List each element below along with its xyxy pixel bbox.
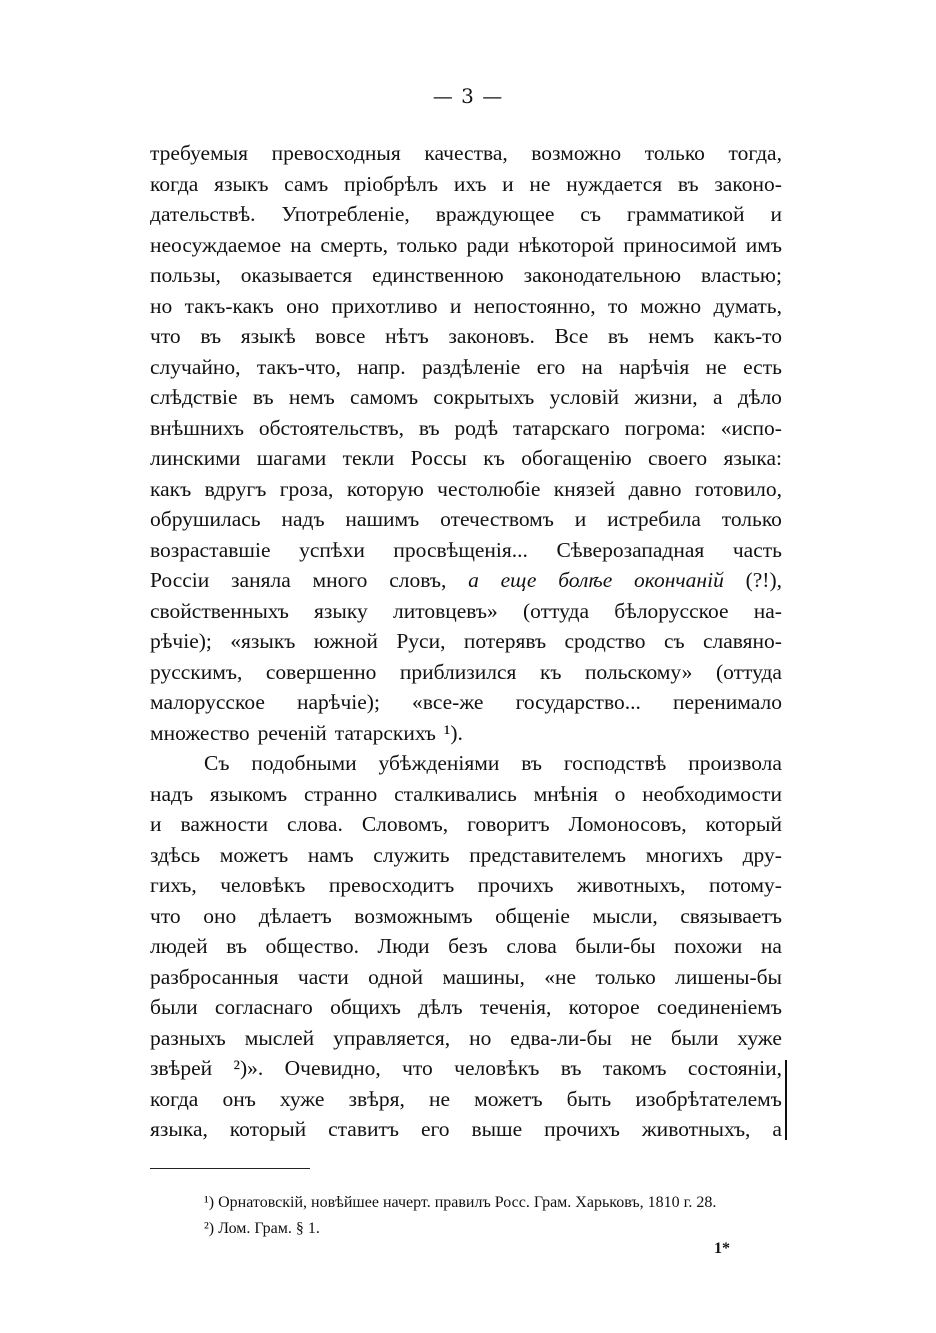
word: который xyxy=(705,812,782,836)
word: честолюбіе xyxy=(437,476,541,501)
word: истребила xyxy=(607,507,701,531)
word: надъ xyxy=(150,781,194,806)
word: странно xyxy=(303,781,378,806)
word: на xyxy=(760,934,782,958)
word: какъ xyxy=(150,476,192,501)
word: ²)». xyxy=(233,1056,264,1080)
footnote-rule xyxy=(150,1168,310,1169)
word: давно xyxy=(628,476,682,501)
word: «все-же xyxy=(412,690,484,714)
word: что xyxy=(402,1056,433,1080)
word: слова xyxy=(506,934,557,958)
word: лишены-бы xyxy=(675,964,782,989)
word: южной xyxy=(313,629,378,653)
word: на xyxy=(581,354,603,379)
word: русскимъ, xyxy=(150,659,243,684)
text-line xyxy=(150,779,782,810)
word: обогащенію xyxy=(521,446,632,470)
word: властью; xyxy=(701,263,782,287)
word: надъ xyxy=(281,507,325,531)
word: хуже xyxy=(279,1086,325,1111)
word: къ xyxy=(483,446,505,470)
text-line xyxy=(150,718,782,749)
word: возможно xyxy=(531,141,622,165)
word: непостоянно, xyxy=(473,293,596,318)
word: въ xyxy=(226,934,247,958)
word: татарскаго xyxy=(512,415,610,440)
word: только xyxy=(721,507,782,531)
word: нѣтъ xyxy=(385,324,429,348)
footnote-1: ¹) Орнатовскій, новѣйшее начерт. правилъ Росс. Грам. Харьковъ, 1810 г. 28. xyxy=(204,1194,717,1211)
word: сталкивались xyxy=(394,781,517,806)
word: языкомъ xyxy=(209,781,288,806)
text-line xyxy=(150,138,782,169)
text-line xyxy=(150,840,782,871)
text-line xyxy=(150,199,782,230)
italic-word: болѣе xyxy=(558,568,613,592)
word: мысли, xyxy=(592,903,658,928)
word: когда xyxy=(150,1086,199,1111)
footnotes xyxy=(204,1190,804,1242)
word: слова. xyxy=(287,812,343,836)
page-number: — 3 — xyxy=(432,84,504,108)
text-line xyxy=(150,626,782,657)
word: множество xyxy=(150,720,250,745)
word: прихотливо xyxy=(331,293,438,318)
word: многихъ xyxy=(645,842,723,867)
word: Очевидно, xyxy=(284,1056,381,1080)
word: Сѣверозападная xyxy=(556,537,705,562)
word: не xyxy=(428,1086,451,1111)
word: господствѣ xyxy=(563,751,667,775)
word: возраставшіе xyxy=(150,537,271,562)
word: необходимости xyxy=(642,781,782,806)
word: сродство xyxy=(564,629,646,653)
word: и xyxy=(770,202,782,226)
text-line xyxy=(150,962,782,993)
italic-word: а xyxy=(468,568,479,592)
word: не xyxy=(705,354,727,379)
word: здѣсь xyxy=(150,842,201,867)
word: государство... xyxy=(515,690,641,714)
word: нарѣчія xyxy=(619,354,690,379)
word: которую xyxy=(346,476,424,501)
word: напр. xyxy=(357,354,406,379)
word: который xyxy=(229,1117,307,1141)
word: въ xyxy=(560,1056,582,1080)
word: словъ, xyxy=(389,568,447,592)
word: къ xyxy=(539,659,562,684)
word: соединеніемъ xyxy=(656,995,782,1019)
word: польскому» xyxy=(585,659,693,684)
word: были xyxy=(670,1025,719,1050)
text-line xyxy=(150,809,782,840)
word: и xyxy=(449,293,462,318)
word: можетъ xyxy=(474,1086,543,1111)
text-line xyxy=(150,657,782,688)
word: когда xyxy=(150,171,199,196)
word: думать, xyxy=(713,293,782,318)
word: хуже xyxy=(737,1025,782,1050)
word: и xyxy=(150,812,162,836)
text-line xyxy=(150,443,782,474)
word: ¹). xyxy=(443,720,463,745)
word: ихъ xyxy=(453,171,487,196)
word: много xyxy=(312,568,368,592)
word: «испо- xyxy=(720,415,782,440)
word: только xyxy=(595,964,656,989)
text-line xyxy=(150,870,782,901)
word: звѣря, xyxy=(348,1086,405,1111)
word: законо- xyxy=(714,171,782,196)
word: приблизился xyxy=(399,659,517,684)
word: ради xyxy=(466,232,510,257)
word: что xyxy=(150,903,181,928)
word: (оттуда xyxy=(522,598,589,623)
word: въ xyxy=(418,415,440,440)
word: животныхъ, xyxy=(641,1117,751,1141)
word: самъ xyxy=(284,171,329,196)
word: сокрытыхъ xyxy=(433,385,535,409)
word: законодательною xyxy=(523,263,682,287)
word: состояніи, xyxy=(687,1056,782,1080)
word: превосходныя xyxy=(271,141,401,165)
word: раздѣленіе xyxy=(422,354,521,379)
word: случайно, xyxy=(150,354,241,379)
word: разныхъ xyxy=(150,1025,226,1050)
word: Все xyxy=(554,324,589,348)
word: съ xyxy=(663,629,685,653)
word: (?!), xyxy=(745,568,782,592)
text-line xyxy=(150,230,782,261)
word: не xyxy=(529,171,551,196)
word: только xyxy=(644,141,705,165)
word: были xyxy=(150,995,198,1019)
word: гроза, xyxy=(279,476,334,501)
word: не xyxy=(630,1025,652,1050)
word: человѣкъ xyxy=(454,1056,540,1080)
word: говоритъ xyxy=(467,812,550,836)
margin-mark xyxy=(785,1060,787,1140)
word: мнѣнія xyxy=(533,781,598,806)
word: какъ-то xyxy=(713,324,782,348)
word: а xyxy=(712,385,723,409)
word: убѣжденіями xyxy=(378,751,500,775)
word: враждующее xyxy=(435,202,555,226)
word: представителемъ xyxy=(469,842,627,867)
word: родѣ xyxy=(454,415,498,440)
text-line xyxy=(150,687,782,718)
word: безъ xyxy=(448,934,488,958)
word: части xyxy=(297,964,349,989)
word: нѣкоторой xyxy=(518,232,615,257)
word: рѣчіе); xyxy=(150,629,212,653)
word: выше xyxy=(471,1117,523,1141)
word: въ xyxy=(607,324,629,348)
word: согласнаго xyxy=(214,995,313,1019)
word: изобрѣтателемъ xyxy=(635,1086,782,1111)
word: требуемыя xyxy=(150,141,249,165)
word: Руси, xyxy=(396,629,446,653)
text-line xyxy=(150,1023,782,1054)
word: дѣлаетъ xyxy=(258,903,332,928)
word: жизни, xyxy=(634,385,698,409)
footnote-2: ²) Лом. Грам. § 1. xyxy=(204,1220,320,1237)
word: бѣлорусское xyxy=(614,598,729,623)
text-line xyxy=(150,748,782,779)
text-line xyxy=(150,169,782,200)
word: подобными xyxy=(251,751,357,775)
word: въ xyxy=(521,751,543,775)
word: нуждается xyxy=(566,171,663,196)
word: машины, xyxy=(442,964,525,989)
word: линскими xyxy=(150,446,241,470)
word: языку xyxy=(314,598,368,623)
word: онъ xyxy=(222,1086,256,1111)
word: людей xyxy=(150,934,208,958)
word: такомъ xyxy=(602,1056,667,1080)
text-line xyxy=(150,291,782,322)
word: качества, xyxy=(424,141,508,165)
word: теченія, xyxy=(479,995,552,1019)
text-line xyxy=(150,504,782,535)
word: языка, xyxy=(150,1117,208,1141)
word: нарѣчіе); xyxy=(297,690,380,714)
word: общеніе xyxy=(495,903,570,928)
word: звѣрей xyxy=(150,1056,213,1080)
text-line xyxy=(150,1053,782,1084)
word: въ xyxy=(677,171,699,196)
italic-word: окончаній xyxy=(634,568,724,592)
word: вовсе xyxy=(315,324,366,348)
word: просвѣщенія... xyxy=(393,537,528,562)
word: которое xyxy=(568,995,640,1019)
word: служить xyxy=(373,842,450,867)
word: что xyxy=(150,324,181,348)
italic-word: еще xyxy=(500,568,537,592)
word: превосходитъ xyxy=(328,873,455,897)
word: дательствѣ. xyxy=(150,202,256,226)
word: разбросанныя xyxy=(150,964,279,989)
word: свойственныхъ xyxy=(150,598,289,623)
word: и xyxy=(574,507,587,531)
word: о xyxy=(614,781,626,806)
text-line xyxy=(150,901,782,932)
word: Употребленіе, xyxy=(281,202,410,226)
word: такъ-что, xyxy=(256,354,341,379)
word: Люди xyxy=(377,934,430,958)
word: малорусское xyxy=(150,690,265,714)
word: въ xyxy=(252,385,274,409)
word: то xyxy=(608,293,628,318)
word: «не xyxy=(544,964,577,989)
word: законовъ. xyxy=(448,324,535,348)
word: языкъ xyxy=(214,171,269,196)
word: потому- xyxy=(708,873,782,897)
word: готовило, xyxy=(694,476,782,501)
word: управляется, xyxy=(333,1025,451,1050)
text-line xyxy=(150,596,782,627)
word: есть xyxy=(743,354,782,379)
word: пріобрѣлъ xyxy=(343,171,439,196)
word: прочихъ xyxy=(477,873,554,897)
word: условій xyxy=(549,385,619,409)
word: шагами xyxy=(256,446,327,470)
word: языкѣ xyxy=(240,324,296,348)
word: успѣхи xyxy=(299,537,365,562)
word: приносимой xyxy=(623,232,737,257)
word: потерявъ xyxy=(463,629,547,653)
word: оно xyxy=(286,293,320,318)
word: славяно- xyxy=(702,629,782,653)
word: обстоятельствъ, xyxy=(258,415,404,440)
word: нашимъ xyxy=(345,507,420,531)
word: смерть, xyxy=(320,232,389,257)
text-line xyxy=(150,474,782,505)
word: гихъ, xyxy=(150,873,197,897)
word: были-бы xyxy=(575,934,656,958)
word: его xyxy=(420,1117,450,1141)
word: оно xyxy=(203,903,237,928)
word: и xyxy=(502,171,514,196)
signature-mark: 1* xyxy=(714,1240,730,1257)
word: перенимало xyxy=(672,690,782,714)
word: едва-ли-бы xyxy=(510,1025,612,1050)
word: обрушилась xyxy=(150,507,261,531)
word: «языкъ xyxy=(230,629,296,653)
word: тогда, xyxy=(728,141,782,165)
word: возможнымъ xyxy=(354,903,473,928)
word: ставитъ xyxy=(328,1117,400,1141)
word: въ xyxy=(200,324,222,348)
word: животныхъ, xyxy=(576,873,686,897)
word: грамматикой xyxy=(626,202,745,226)
word: реченій xyxy=(257,720,327,745)
word: намъ xyxy=(307,842,354,867)
word: общество. xyxy=(265,934,359,958)
word: Словомъ, xyxy=(361,812,449,836)
word: Россы xyxy=(410,446,467,470)
word: часть xyxy=(732,537,782,562)
word: человѣкъ xyxy=(220,873,306,897)
word: мыслей xyxy=(244,1025,315,1050)
text-line xyxy=(150,565,782,596)
word: совершенно xyxy=(265,659,377,684)
text-line xyxy=(150,352,782,383)
word: его xyxy=(536,354,566,379)
word: Россіи xyxy=(150,568,210,592)
word: текли xyxy=(342,446,395,470)
word: но xyxy=(150,293,173,318)
word: своего xyxy=(648,446,708,470)
text-line xyxy=(150,382,782,413)
word: заняла xyxy=(231,568,291,592)
word: внѣшнихъ xyxy=(150,415,244,440)
word: литовцевъ» xyxy=(392,598,498,623)
word: общихъ xyxy=(330,995,401,1019)
word: дѣло xyxy=(737,385,782,409)
word: Съ xyxy=(204,751,230,775)
word: (оттуда xyxy=(715,659,782,684)
word: неосуждаемое xyxy=(150,232,282,257)
word: на xyxy=(290,232,312,257)
word: погрома: xyxy=(624,415,706,440)
word: Ломоносовъ, xyxy=(568,812,687,836)
word: такъ-какъ xyxy=(184,293,274,318)
word: одной xyxy=(368,964,423,989)
text-line xyxy=(150,931,782,962)
word: отечествомъ xyxy=(440,507,554,531)
word: быть xyxy=(566,1086,612,1111)
word: слѣдствіе xyxy=(150,385,238,409)
word: имъ xyxy=(745,232,782,257)
word: можно xyxy=(640,293,702,318)
word: татарскихъ xyxy=(334,720,436,745)
text-line xyxy=(150,1084,782,1115)
text-line xyxy=(150,992,782,1023)
main-text xyxy=(150,138,782,1145)
word: вдругъ xyxy=(204,476,267,501)
word: а xyxy=(772,1117,782,1141)
word: немъ xyxy=(288,385,335,409)
word: на- xyxy=(753,598,782,623)
word: князей xyxy=(553,476,616,501)
word: похожи xyxy=(674,934,743,958)
text-line xyxy=(150,321,782,352)
text-line xyxy=(150,535,782,566)
word: прочихъ xyxy=(544,1117,620,1141)
word: языка: xyxy=(723,446,782,470)
word: пользы, xyxy=(150,263,221,287)
word: важности xyxy=(180,812,269,836)
word: немъ xyxy=(648,324,695,348)
text-line xyxy=(150,260,782,291)
text-line xyxy=(150,1114,782,1145)
word: можетъ xyxy=(219,842,289,867)
word: произвола xyxy=(688,751,782,775)
text-line xyxy=(150,413,782,444)
word: оказывается xyxy=(240,263,353,287)
word: единственною xyxy=(372,263,504,287)
word: съ xyxy=(580,202,601,226)
word: связываетъ xyxy=(680,903,782,928)
word: дру- xyxy=(742,842,782,867)
word: только xyxy=(397,232,458,257)
word: самомъ xyxy=(350,385,419,409)
word: но xyxy=(469,1025,492,1050)
word: дѣлъ xyxy=(418,995,463,1019)
